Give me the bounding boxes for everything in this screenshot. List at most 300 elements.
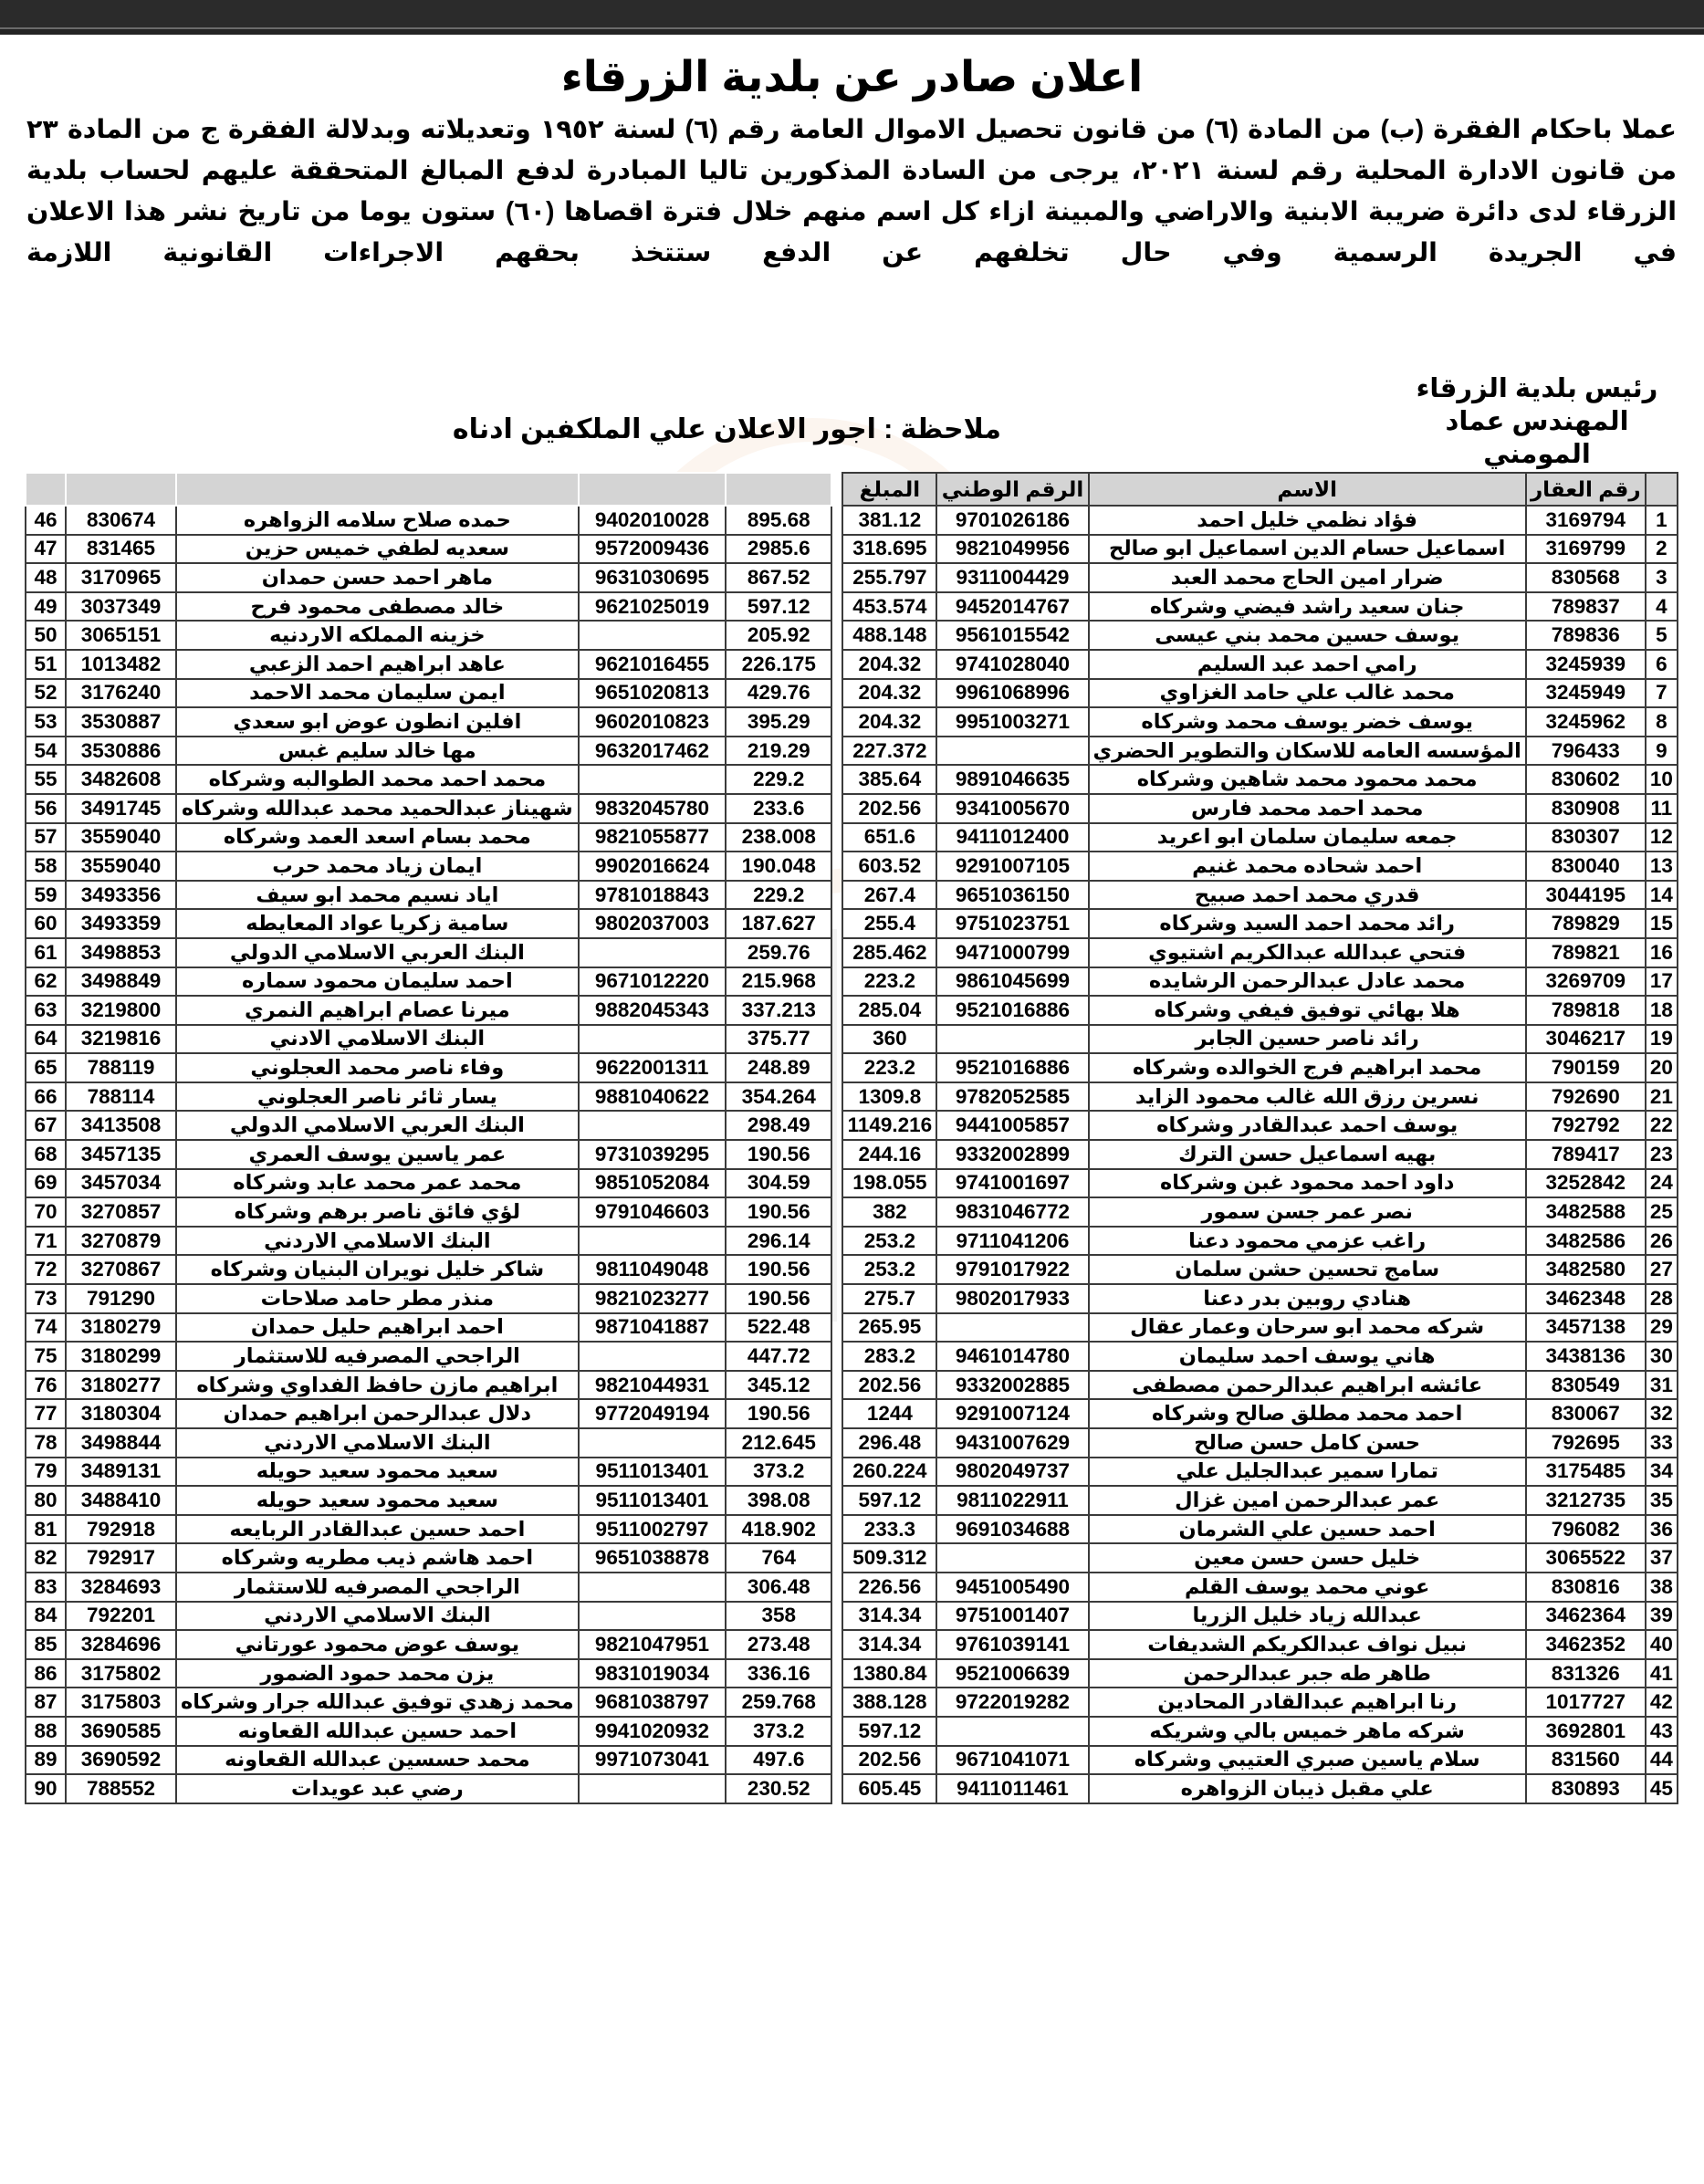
cell-name: ضرار امين الحاج محمد العبد bbox=[1089, 563, 1526, 592]
cell-property-no: 830040 bbox=[1526, 852, 1646, 881]
cell-property-no: 3559040 bbox=[66, 823, 176, 852]
cell-amount: 375.77 bbox=[726, 1025, 831, 1054]
table-row bbox=[842, 1227, 1678, 1256]
cell-national-id: 9471000799 bbox=[936, 938, 1088, 967]
table-row bbox=[26, 967, 831, 997]
cell-national-id: 9691034688 bbox=[936, 1515, 1088, 1544]
cell-property-no: 792695 bbox=[1526, 1428, 1646, 1458]
top-black-bar bbox=[0, 0, 1704, 35]
cell-property-no: 3176240 bbox=[66, 679, 176, 708]
cell-name: احمد سليمان محمود سماره bbox=[176, 967, 579, 997]
cell-seq: 44 bbox=[1646, 1746, 1678, 1775]
cell-amount: 233.3 bbox=[842, 1515, 936, 1544]
cell-national-id: 9441005857 bbox=[936, 1111, 1088, 1140]
cell-amount: 597.12 bbox=[842, 1717, 936, 1746]
cell-seq: 72 bbox=[26, 1255, 66, 1284]
cell-name: شاكر خليل نويران البنيان وشركاه bbox=[176, 1255, 579, 1284]
cell-property-no: 3530886 bbox=[66, 737, 176, 766]
table-row bbox=[842, 1371, 1678, 1400]
cell-property-no: 831560 bbox=[1526, 1746, 1646, 1775]
cell-amount: 651.6 bbox=[842, 823, 936, 852]
cell-property-no: 3498844 bbox=[66, 1428, 176, 1458]
cell-seq: 10 bbox=[1646, 765, 1678, 794]
cell-name: ايمان زياد محمد حرب bbox=[176, 852, 579, 881]
cell-national-id: 9811049048 bbox=[579, 1255, 726, 1284]
cell-seq: 16 bbox=[1646, 938, 1678, 967]
cell-amount: 244.16 bbox=[842, 1140, 936, 1169]
table-row bbox=[26, 1111, 831, 1140]
cell-property-no: 3559040 bbox=[66, 852, 176, 881]
cell-amount: 202.56 bbox=[842, 1371, 936, 1400]
cell-name: احمد محمد مطلق صالح وشركاه bbox=[1089, 1399, 1526, 1428]
table-row bbox=[26, 707, 831, 737]
cell-seq: 74 bbox=[26, 1313, 66, 1343]
table-row bbox=[842, 1746, 1678, 1775]
table-row bbox=[842, 1428, 1678, 1458]
cell-seq: 29 bbox=[1646, 1313, 1678, 1343]
cell-amount: 382 bbox=[842, 1197, 936, 1227]
table-row bbox=[26, 938, 831, 967]
cell-property-no: 3175802 bbox=[66, 1659, 176, 1688]
cell-property-no: 830602 bbox=[1526, 765, 1646, 794]
cell-seq: 8 bbox=[1646, 707, 1678, 737]
cell-property-no: 792201 bbox=[66, 1602, 176, 1631]
table-row bbox=[26, 1659, 831, 1688]
cell-national-id: 9802037003 bbox=[579, 909, 726, 938]
cell-national-id: 9722019282 bbox=[936, 1688, 1088, 1717]
table-row bbox=[842, 1515, 1678, 1544]
cell-amount: 336.16 bbox=[726, 1659, 831, 1688]
cell-property-no: 830549 bbox=[1526, 1371, 1646, 1400]
table-row bbox=[842, 1659, 1678, 1688]
cell-property-no: 830568 bbox=[1526, 563, 1646, 592]
cell-national-id: 9741001697 bbox=[936, 1169, 1088, 1198]
cell-property-no: 830816 bbox=[1526, 1573, 1646, 1602]
cell-property-no: 3284693 bbox=[66, 1573, 176, 1602]
cell-national-id: 9791017922 bbox=[936, 1255, 1088, 1284]
table-row bbox=[842, 1140, 1678, 1169]
cell-amount: 306.48 bbox=[726, 1573, 831, 1602]
cell-national-id: 9291007105 bbox=[936, 852, 1088, 881]
signature-name: المهندس عماد المومني bbox=[1445, 407, 1629, 469]
cell-national-id: 9811022911 bbox=[936, 1486, 1088, 1515]
cell-amount: 385.64 bbox=[842, 765, 936, 794]
cell-amount: 453.574 bbox=[842, 592, 936, 622]
cell-property-no: 3044195 bbox=[1526, 881, 1646, 910]
cell-property-no: 3219816 bbox=[66, 1025, 176, 1054]
table-row bbox=[842, 621, 1678, 650]
table-row bbox=[842, 1025, 1678, 1054]
cell-seq: 53 bbox=[26, 707, 66, 737]
cell-national-id: 9871041887 bbox=[579, 1313, 726, 1343]
cell-seq: 5 bbox=[1646, 621, 1678, 650]
cell-property-no: 3462364 bbox=[1526, 1602, 1646, 1631]
table-row bbox=[842, 765, 1678, 794]
cell-national-id: 9311004429 bbox=[936, 563, 1088, 592]
cell-name: المؤسسه العامه للاسكان والتطوير الحضري bbox=[1089, 737, 1526, 766]
cell-seq: 60 bbox=[26, 909, 66, 938]
cell-national-id: 9411011461 bbox=[936, 1774, 1088, 1803]
cell-property-no: 830893 bbox=[1526, 1774, 1646, 1803]
cell-name: حسن كامل حسن صالح bbox=[1089, 1428, 1526, 1458]
cell-name: نبيل نواف عبدالكريكم الشديفات bbox=[1089, 1630, 1526, 1659]
cell-national-id: 9802017933 bbox=[936, 1284, 1088, 1313]
table-head-right bbox=[842, 473, 1678, 506]
cell-property-no: 788119 bbox=[66, 1053, 176, 1082]
cell-property-no: 3692801 bbox=[1526, 1717, 1646, 1746]
table-row bbox=[26, 1082, 831, 1112]
table-row bbox=[26, 852, 831, 881]
cell-national-id: 9521006639 bbox=[936, 1659, 1088, 1688]
cell-amount: 273.48 bbox=[726, 1630, 831, 1659]
table-row bbox=[842, 823, 1678, 852]
table-row bbox=[842, 1602, 1678, 1631]
cell-amount: 226.175 bbox=[726, 650, 831, 679]
cell-property-no: 3482588 bbox=[1526, 1197, 1646, 1227]
cell-amount: 226.56 bbox=[842, 1573, 936, 1602]
cell-national-id bbox=[936, 1543, 1088, 1573]
cell-property-no: 3482608 bbox=[66, 765, 176, 794]
table-row bbox=[26, 881, 831, 910]
cell-amount: 318.695 bbox=[842, 535, 936, 564]
cell-name: محمد بسام اسعد العمد وشركاه bbox=[176, 823, 579, 852]
cell-amount: 259.768 bbox=[726, 1688, 831, 1717]
cell-seq: 37 bbox=[1646, 1543, 1678, 1573]
cell-seq: 15 bbox=[1646, 909, 1678, 938]
cell-property-no: 790159 bbox=[1526, 1053, 1646, 1082]
cell-amount: 238.008 bbox=[726, 823, 831, 852]
cell-seq: 42 bbox=[1646, 1688, 1678, 1717]
cell-property-no: 3690592 bbox=[66, 1746, 176, 1775]
cell-national-id bbox=[936, 737, 1088, 766]
cell-amount: 314.34 bbox=[842, 1602, 936, 1631]
cell-name: وفاء ناصر محمد العجلوني bbox=[176, 1053, 579, 1082]
cell-property-no: 3413508 bbox=[66, 1111, 176, 1140]
table-row bbox=[26, 1486, 831, 1515]
cell-national-id: 9821049956 bbox=[936, 535, 1088, 564]
cell-amount: 204.32 bbox=[842, 650, 936, 679]
cell-national-id: 9881040622 bbox=[579, 1082, 726, 1112]
cell-amount: 219.29 bbox=[726, 737, 831, 766]
cell-property-no: 3046217 bbox=[1526, 1025, 1646, 1054]
cell-seq: 47 bbox=[26, 535, 66, 564]
cell-property-no: 3462348 bbox=[1526, 1284, 1646, 1313]
cell-seq: 27 bbox=[1646, 1255, 1678, 1284]
cell-property-no: 831326 bbox=[1526, 1659, 1646, 1688]
cell-amount: 267.4 bbox=[842, 881, 936, 910]
cell-national-id: 9431007629 bbox=[936, 1428, 1088, 1458]
cell-amount: 597.12 bbox=[726, 592, 831, 622]
cell-amount: 345.12 bbox=[726, 1371, 831, 1400]
cell-name: علي مقبل ذيبان الزواهره bbox=[1089, 1774, 1526, 1803]
cell-name: احمد شحاده محمد غنيم bbox=[1089, 852, 1526, 881]
table-row bbox=[842, 737, 1678, 766]
table-row bbox=[842, 535, 1678, 564]
table-row bbox=[842, 707, 1678, 737]
cell-seq: 71 bbox=[26, 1227, 66, 1256]
cell-name: شركه محمد ابو سرحان وعمار عقال bbox=[1089, 1313, 1526, 1343]
table-row bbox=[26, 765, 831, 794]
table-body-left bbox=[26, 506, 831, 1803]
cell-national-id bbox=[579, 1025, 726, 1054]
cell-national-id: 9971073041 bbox=[579, 1746, 726, 1775]
cell-name: هاني يوسف احمد سليمان bbox=[1089, 1342, 1526, 1371]
cell-national-id: 9781018843 bbox=[579, 881, 726, 910]
cell-amount: 205.92 bbox=[726, 621, 831, 650]
cell-national-id: 9851052084 bbox=[579, 1169, 726, 1198]
cell-name: احمد ابراهيم حليل حمدان bbox=[176, 1313, 579, 1343]
col-header-amount-left bbox=[726, 473, 831, 506]
table-row bbox=[842, 592, 1678, 622]
cell-seq: 61 bbox=[26, 938, 66, 967]
cell-property-no: 3457034 bbox=[66, 1169, 176, 1198]
table-row bbox=[842, 1486, 1678, 1515]
cell-seq: 14 bbox=[1646, 881, 1678, 910]
cell-amount: 360 bbox=[842, 1025, 936, 1054]
cell-seq: 63 bbox=[26, 996, 66, 1025]
table-row bbox=[842, 1774, 1678, 1803]
cell-seq: 13 bbox=[1646, 852, 1678, 881]
table-row bbox=[842, 909, 1678, 938]
table-row bbox=[842, 1717, 1678, 1746]
table-row bbox=[26, 794, 831, 823]
cell-amount: 253.2 bbox=[842, 1227, 936, 1256]
cell-amount: 354.264 bbox=[726, 1082, 831, 1112]
cell-amount: 230.52 bbox=[726, 1774, 831, 1803]
cell-seq: 59 bbox=[26, 881, 66, 910]
table-row bbox=[26, 1284, 831, 1313]
cell-name: شهيناز عبدالحميد محمد عبدالله وشركاه bbox=[176, 794, 579, 823]
table-row bbox=[26, 1371, 831, 1400]
cell-seq: 55 bbox=[26, 765, 66, 794]
table-row bbox=[26, 1197, 831, 1227]
cell-seq: 39 bbox=[1646, 1602, 1678, 1631]
cell-seq: 64 bbox=[26, 1025, 66, 1054]
cell-name: تمارا سمير عبدالجليل علي bbox=[1089, 1458, 1526, 1487]
cell-name: سعديه لطفي خميس حزين bbox=[176, 535, 579, 564]
cell-seq: 69 bbox=[26, 1169, 66, 1198]
cell-amount: 223.2 bbox=[842, 967, 936, 997]
cell-name: الراجحي المصرفيه للاستثمار bbox=[176, 1342, 579, 1371]
cell-national-id: 9651038878 bbox=[579, 1543, 726, 1573]
cell-name: رائد ناصر حسين الجابر bbox=[1089, 1025, 1526, 1054]
cell-property-no: 791290 bbox=[66, 1284, 176, 1313]
table-head-left bbox=[26, 473, 831, 506]
table-row bbox=[26, 1543, 831, 1573]
cell-amount: 212.645 bbox=[726, 1428, 831, 1458]
cell-amount: 895.68 bbox=[726, 506, 831, 535]
table-row bbox=[26, 679, 831, 708]
cell-seq: 30 bbox=[1646, 1342, 1678, 1371]
table-row bbox=[842, 1284, 1678, 1313]
cell-national-id: 9511013401 bbox=[579, 1458, 726, 1487]
table-row bbox=[842, 506, 1678, 535]
cell-seq: 78 bbox=[26, 1428, 66, 1458]
col-header-seq bbox=[1646, 473, 1678, 506]
cell-national-id bbox=[936, 1025, 1088, 1054]
cell-national-id: 9332002899 bbox=[936, 1140, 1088, 1169]
cell-name: يوسف عوض محمود عورتاني bbox=[176, 1630, 579, 1659]
table-row bbox=[842, 1111, 1678, 1140]
cell-property-no: 3180299 bbox=[66, 1342, 176, 1371]
cell-national-id: 9832045780 bbox=[579, 794, 726, 823]
cell-national-id: 9681038797 bbox=[579, 1688, 726, 1717]
cell-name: طاهر طه جبر عبدالرحمن bbox=[1089, 1659, 1526, 1688]
cell-national-id bbox=[579, 765, 726, 794]
cell-seq: 21 bbox=[1646, 1082, 1678, 1112]
cell-name: راغب عزمي محمود دعنا bbox=[1089, 1227, 1526, 1256]
cell-amount: 202.56 bbox=[842, 794, 936, 823]
cell-national-id: 9602010823 bbox=[579, 707, 726, 737]
cell-seq: 62 bbox=[26, 967, 66, 997]
cell-seq: 18 bbox=[1646, 996, 1678, 1025]
cell-seq: 70 bbox=[26, 1197, 66, 1227]
table-row bbox=[26, 1602, 831, 1631]
cell-property-no: 3498849 bbox=[66, 967, 176, 997]
cell-national-id: 9821047951 bbox=[579, 1630, 726, 1659]
cell-amount: 381.12 bbox=[842, 506, 936, 535]
cell-national-id: 9831046772 bbox=[936, 1197, 1088, 1227]
cell-amount: 255.4 bbox=[842, 909, 936, 938]
cell-amount: 337.213 bbox=[726, 996, 831, 1025]
cell-property-no: 830307 bbox=[1526, 823, 1646, 852]
cell-name: يوسف حسين محمد بني عيسى bbox=[1089, 621, 1526, 650]
table-row bbox=[842, 1082, 1678, 1112]
cell-amount: 190.56 bbox=[726, 1284, 831, 1313]
cell-seq: 22 bbox=[1646, 1111, 1678, 1140]
cell-name: محمد حسسين عبدالله القعاونه bbox=[176, 1746, 579, 1775]
cell-national-id: 9821055877 bbox=[579, 823, 726, 852]
debtors-tables bbox=[25, 472, 1678, 1804]
cell-national-id: 9291007124 bbox=[936, 1399, 1088, 1428]
cell-name: بهيه اسماعيل حسن الترك bbox=[1089, 1140, 1526, 1169]
cell-name: رائد محمد احمد السيد وشركاه bbox=[1089, 909, 1526, 938]
cell-seq: 67 bbox=[26, 1111, 66, 1140]
cell-name: احمد حسين علي الشرمان bbox=[1089, 1515, 1526, 1544]
cell-amount: 229.2 bbox=[726, 881, 831, 910]
cell-name: ايمن سليمان محمد الاحمد bbox=[176, 679, 579, 708]
cell-name: محمد ابراهيم فرج الخوالده وشركاه bbox=[1089, 1053, 1526, 1082]
table-row bbox=[26, 1053, 831, 1082]
cell-name: ابراهيم مازن حافظ الفداوي وشركاه bbox=[176, 1371, 579, 1400]
cell-seq: 23 bbox=[1646, 1140, 1678, 1169]
table-header-row bbox=[842, 473, 1678, 506]
cell-name: سعيد محمود سعيد حويله bbox=[176, 1458, 579, 1487]
cell-property-no: 3169794 bbox=[1526, 506, 1646, 535]
cell-name: هلا بهائي توفيق فيفي وشركاه bbox=[1089, 996, 1526, 1025]
cell-name: الراجحي المصرفيه للاستثمار bbox=[176, 1573, 579, 1602]
cell-national-id: 9631030695 bbox=[579, 563, 726, 592]
cell-amount: 398.08 bbox=[726, 1486, 831, 1515]
cell-name: نصر عمر جسن سمور bbox=[1089, 1197, 1526, 1227]
cell-amount: 395.29 bbox=[726, 707, 831, 737]
cell-amount: 296.14 bbox=[726, 1227, 831, 1256]
cell-national-id bbox=[579, 938, 726, 967]
cell-name: خالد مصطفى محمود فرح bbox=[176, 592, 579, 622]
cell-seq: 17 bbox=[1646, 967, 1678, 997]
cell-name: رامي احمد عبد السليم bbox=[1089, 650, 1526, 679]
cell-property-no: 3270867 bbox=[66, 1255, 176, 1284]
table-row bbox=[842, 1053, 1678, 1082]
table-row bbox=[842, 852, 1678, 881]
table-row bbox=[26, 1255, 831, 1284]
col-header-amount: المبلغ bbox=[842, 473, 936, 506]
cell-property-no: 792918 bbox=[66, 1515, 176, 1544]
cell-name: اياد نسيم محمد ابو سيف bbox=[176, 881, 579, 910]
cell-property-no: 3690585 bbox=[66, 1717, 176, 1746]
cell-seq: 26 bbox=[1646, 1227, 1678, 1256]
cell-name: محمد احمد محمد الطوالبه وشركاه bbox=[176, 765, 579, 794]
cell-seq: 46 bbox=[26, 506, 66, 535]
cell-amount: 285.04 bbox=[842, 996, 936, 1025]
cell-amount: 429.76 bbox=[726, 679, 831, 708]
cell-national-id bbox=[579, 1428, 726, 1458]
table-row bbox=[842, 1543, 1678, 1573]
cell-name: حمده صلاح سلامه الزواهره bbox=[176, 506, 579, 535]
cell-name: البنك الاسلامي الاردني bbox=[176, 1428, 579, 1458]
cell-amount: 2985.6 bbox=[726, 535, 831, 564]
cell-name: دلال عبدالرحمن ابراهيم حمدان bbox=[176, 1399, 579, 1428]
col-header-national-id: الرقم الوطني bbox=[936, 473, 1088, 506]
cell-property-no: 3175803 bbox=[66, 1688, 176, 1717]
cell-national-id bbox=[579, 1342, 726, 1371]
cell-property-no: 792690 bbox=[1526, 1082, 1646, 1112]
cell-seq: 33 bbox=[1646, 1428, 1678, 1458]
cell-national-id: 9461014780 bbox=[936, 1342, 1088, 1371]
table-row bbox=[26, 1746, 831, 1775]
cell-seq: 43 bbox=[1646, 1717, 1678, 1746]
cell-amount: 215.968 bbox=[726, 967, 831, 997]
cell-property-no: 3175485 bbox=[1526, 1458, 1646, 1487]
cell-seq: 56 bbox=[26, 794, 66, 823]
cell-name: هنادي روبين بدر دعنا bbox=[1089, 1284, 1526, 1313]
cell-property-no: 3180277 bbox=[66, 1371, 176, 1400]
cell-national-id: 9622001311 bbox=[579, 1053, 726, 1082]
cell-name: لؤي فائق ناصر برهم وشركاه bbox=[176, 1197, 579, 1227]
cell-seq: 73 bbox=[26, 1284, 66, 1313]
cell-name: سلام ياسين صبري العتيبي وشركاه bbox=[1089, 1746, 1526, 1775]
table-row bbox=[842, 1197, 1678, 1227]
table-row bbox=[842, 996, 1678, 1025]
table-row bbox=[26, 737, 831, 766]
col-header-property: رقم العقار bbox=[1526, 473, 1646, 506]
cell-property-no: 3270857 bbox=[66, 1197, 176, 1227]
cell-national-id: 9741028040 bbox=[936, 650, 1088, 679]
cell-seq: 4 bbox=[1646, 592, 1678, 622]
cell-seq: 58 bbox=[26, 852, 66, 881]
cell-amount: 373.2 bbox=[726, 1458, 831, 1487]
cell-national-id: 9821023277 bbox=[579, 1284, 726, 1313]
cell-name: يوسف احمد عبدالقادر وشركاه bbox=[1089, 1111, 1526, 1140]
cell-name: افلين انطون عوض ابو سعدي bbox=[176, 707, 579, 737]
cell-seq: 57 bbox=[26, 823, 66, 852]
cell-national-id: 9411012400 bbox=[936, 823, 1088, 852]
table-row bbox=[26, 1458, 831, 1487]
cell-amount: 233.6 bbox=[726, 794, 831, 823]
cell-name: محمد عادل عبدالرحمن الرشايده bbox=[1089, 967, 1526, 997]
cell-property-no: 3245962 bbox=[1526, 707, 1646, 737]
cell-national-id: 9882045343 bbox=[579, 996, 726, 1025]
cell-name: عاهد ابراهيم احمد الزعبي bbox=[176, 650, 579, 679]
cell-name: منذر مطر حامد صلاحات bbox=[176, 1284, 579, 1313]
cell-national-id bbox=[936, 1717, 1088, 1746]
cell-property-no: 3530887 bbox=[66, 707, 176, 737]
signature-title: رئيس بلدية الزرقاء bbox=[1416, 374, 1658, 403]
cell-name: جنان سعيد راشد فيضي وشركاه bbox=[1089, 592, 1526, 622]
cell-property-no: 1017727 bbox=[1526, 1688, 1646, 1717]
cell-name: مها خالد سليم غبس bbox=[176, 737, 579, 766]
cell-name: ميرنا عصام ابراهيم النمري bbox=[176, 996, 579, 1025]
